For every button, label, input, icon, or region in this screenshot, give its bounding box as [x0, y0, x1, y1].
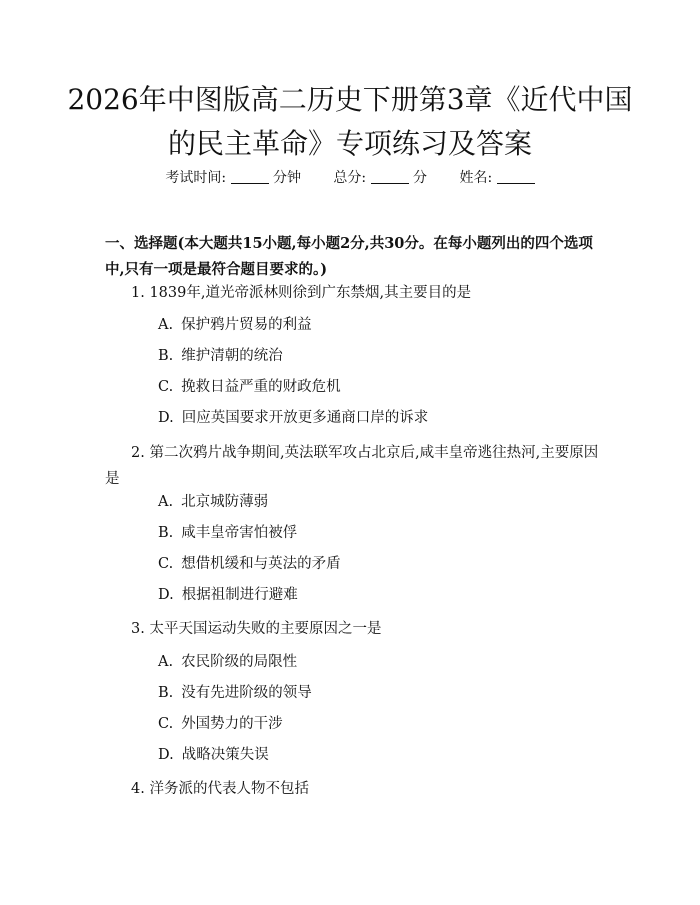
option-text: 北京城防薄弱 [181, 494, 269, 510]
option-letter: A. [158, 317, 174, 333]
question-number: 3. [131, 621, 145, 637]
option-2d [158, 585, 298, 605]
option-2b [158, 523, 297, 543]
exam-time-field [165, 168, 301, 188]
option-text: 维护清朝的统治 [181, 348, 283, 364]
option-1b [158, 346, 283, 366]
option-letter: A. [158, 654, 174, 670]
option-2a [158, 492, 268, 512]
question-number: 4. [131, 781, 145, 797]
exam-meta-line [0, 168, 700, 188]
score-blank [371, 169, 409, 184]
option-3a [158, 652, 297, 672]
time-unit: 分钟 [272, 170, 301, 186]
option-letter: D. [158, 747, 174, 763]
option-text: 没有先进阶级的领导 [181, 685, 312, 701]
option-text: 根据祖制进行避难 [181, 587, 298, 603]
option-letter: B. [158, 685, 174, 701]
option-text: 回应英国要求开放更多通商口岸的诉求 [181, 410, 429, 426]
question-number: 1. [131, 285, 145, 301]
name-blank [497, 169, 535, 184]
score-label: 总分: [333, 170, 367, 186]
question-4 [105, 776, 600, 802]
question-text: 1839年,道光帝派林则徐到广东禁烟,其主要目的是 [149, 285, 472, 301]
student-name-field [459, 168, 534, 188]
section-heading: 一、选择题(本大题共15小题,每小题2分,共30分。在每小题列出的四个选项中,只有一项是最符合题目要求的。) [105, 235, 593, 278]
option-1a [158, 315, 312, 335]
option-3d [158, 745, 269, 765]
question-1 [105, 280, 600, 306]
question-3 [105, 616, 600, 642]
total-score-field [333, 168, 427, 188]
option-text: 想借机缓和与英法的矛盾 [181, 556, 341, 572]
option-letter: C. [158, 379, 174, 395]
document-title: 2026年中图版高二历史下册第3章《近代中国的民主革命》专项练习及答案 [67, 83, 633, 160]
question-text: 太平天国运动失败的主要原因之一是 [149, 621, 382, 637]
option-text: 咸丰皇帝害怕被俘 [181, 525, 298, 541]
option-letter: A. [158, 494, 174, 510]
option-letter: C. [158, 716, 174, 732]
option-letter: D. [158, 410, 174, 426]
name-label: 姓名: [459, 170, 493, 186]
option-1d [158, 408, 428, 428]
option-letter: C. [158, 556, 174, 572]
option-text: 战略决策失误 [181, 747, 269, 763]
question-text: 第二次鸦片战争期间,英法联军攻占北京后,咸丰皇帝逃往热河,主要原因是 [105, 445, 599, 487]
score-unit: 分 [413, 170, 428, 186]
option-text: 挽救日益严重的财政危机 [181, 379, 341, 395]
option-text: 农民阶级的局限性 [181, 654, 298, 670]
time-label: 考试时间: [165, 170, 227, 186]
option-2c [158, 554, 341, 574]
time-blank [231, 169, 269, 184]
option-3b [158, 683, 312, 703]
question-2 [105, 440, 600, 492]
question-text: 洋务派的代表人物不包括 [149, 781, 309, 797]
option-3c [158, 714, 283, 734]
option-letter: B. [158, 525, 174, 541]
option-1c [158, 377, 341, 397]
question-number: 2. [131, 445, 145, 461]
option-text: 保护鸦片贸易的利益 [181, 317, 312, 333]
option-letter: D. [158, 587, 174, 603]
option-text: 外国势力的干涉 [181, 716, 283, 732]
option-letter: B. [158, 348, 174, 364]
